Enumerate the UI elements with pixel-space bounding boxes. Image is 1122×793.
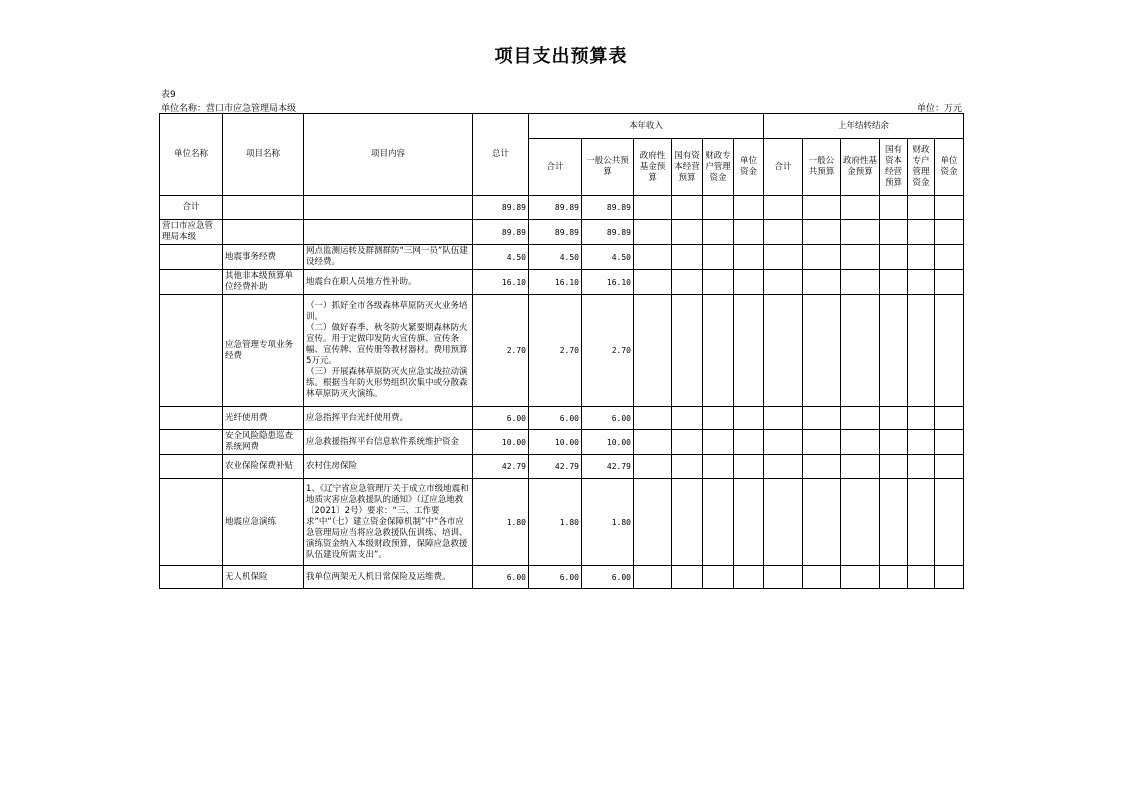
header-carry-special-account: 财政专户管理资金: [908, 139, 935, 196]
cell-total: 4.50: [473, 245, 529, 270]
cell-general: 6.00: [582, 566, 634, 589]
cell-general: 1.80: [582, 479, 634, 566]
header-sub-state-capital: 国有资本经营预算: [672, 139, 703, 196]
cell-total: 89.89: [473, 220, 529, 245]
page-title: 项目支出预算表: [494, 46, 628, 67]
table-row: [160, 295, 964, 407]
cell-general: 89.89: [582, 196, 634, 220]
cell-general: 4.50: [582, 245, 634, 270]
project-content: （一）抓好全市各级森林草原防灭火业务培训。 （二）做好春季、秋冬防火紧要期森林防火宣传。用于定做印发防火宣传旗、宣传条幅、宣传牌、宣传册等教材器材。费用预算5万元。 （三）开展森林草原防灭火应急实战拉动演练。根据当年防火形势组织次集中或分散森林草原防灭火演练。: [304, 295, 473, 407]
unit-label: 单位：万元: [916, 104, 962, 114]
cell-sum: 6.00: [529, 566, 582, 589]
cell-sum: 42.79: [529, 455, 582, 479]
header-carry-unit-fund: 单位资金: [935, 139, 964, 196]
project-name: 地震应急演练: [223, 479, 304, 566]
cell-total: 10.00: [473, 430, 529, 455]
header-carry-fund: 政府性基金预算: [841, 139, 880, 196]
project-content: 我单位两架无人机日常保险及运维费。: [304, 566, 473, 589]
header-current-income: 本年收入: [529, 114, 764, 139]
table-row: [160, 455, 964, 479]
project-name: 安全风险隐患巡查系统网费: [223, 430, 304, 455]
project-content: 农村住房保险: [304, 455, 473, 479]
table-row: [160, 270, 964, 295]
header-carryover: 上年结转结余: [764, 114, 964, 139]
table-row: [160, 245, 964, 270]
project-content: 网点监测运转及群测群防“三网一员”队伍建设经费。: [304, 245, 473, 270]
project-name: 其他非本级预算单位经费补助: [223, 270, 304, 295]
project-name: 应急管理专项业务经费: [223, 295, 304, 407]
header-carry-general: 一般公共预算: [803, 139, 841, 196]
header-row-1: [160, 114, 964, 139]
project-name: 农业保险保费补贴: [223, 455, 304, 479]
header-sub-special-account: 财政专户管理资金: [703, 139, 734, 196]
header-total: 总计: [473, 114, 529, 196]
project-content: 应急救援指挥平台信息软件系统维护资金: [304, 430, 473, 455]
cell-general: 6.00: [582, 407, 634, 430]
table-number: 表9: [161, 90, 176, 100]
cell-general: 2.70: [582, 295, 634, 407]
header-unit-name: 单位名称: [160, 114, 223, 196]
table-row-unit: [160, 220, 964, 245]
header-sub-unit-fund: 单位资金: [734, 139, 764, 196]
cell-general: 89.89: [582, 220, 634, 245]
cell-sum: 89.89: [529, 196, 582, 220]
cell-general: 42.79: [582, 455, 634, 479]
header-sub-sum: 合计: [529, 139, 582, 196]
project-content: 1、《辽宁省应急管理厅关于成立市级地震和地质灾害应急救援队的通知》（辽应急地救〔2021〕2号）要求：“三、工作要求”中“（七）建立资金保障机制”中“各市应急管理局应当将应急救援队伍训练、培训、演练资金纳入本级财政预算，保障应急救援队伍建设所需支出”。: [304, 479, 473, 566]
table-row: [160, 566, 964, 589]
project-name: 光纤使用费: [223, 407, 304, 430]
cell-sum: 89.89: [529, 220, 582, 245]
cell-general: 10.00: [582, 430, 634, 455]
table-row: [160, 430, 964, 455]
header-project-name: 项目名称: [223, 114, 304, 196]
cell-total: 6.00: [473, 566, 529, 589]
row-label: 营口市应急管理局本级: [160, 220, 223, 245]
cell-sum: 10.00: [529, 430, 582, 455]
cell-total: 89.89: [473, 196, 529, 220]
cell-total: 1.80: [473, 479, 529, 566]
cell-total: 6.00: [473, 407, 529, 430]
cell-sum: 16.10: [529, 270, 582, 295]
cell-sum: 1.80: [529, 479, 582, 566]
project-name: 地震事务经费: [223, 245, 304, 270]
project-name: 无人机保险: [223, 566, 304, 589]
cell-total: 2.70: [473, 295, 529, 407]
project-content: 应急指挥平台光纤使用费。: [304, 407, 473, 430]
table-row: [160, 479, 964, 566]
row-label: 合计: [160, 196, 223, 220]
cell-total: 42.79: [473, 455, 529, 479]
header-project-content: 项目内容: [304, 114, 473, 196]
unit-name-label: 单位名称：营口市应急管理局本级: [161, 104, 297, 114]
budget-table: [159, 113, 964, 589]
project-content: 地震台在职人员地方性补助。: [304, 270, 473, 295]
cell-sum: 4.50: [529, 245, 582, 270]
header-carry-sum: 合计: [764, 139, 803, 196]
cell-sum: 6.00: [529, 407, 582, 430]
header-sub-general: 一般公共预算: [582, 139, 634, 196]
table-row-total: [160, 196, 964, 220]
cell-general: 16.10: [582, 270, 634, 295]
header-carry-state-capital: 国有资本经营预算: [880, 139, 908, 196]
cell-total: 16.10: [473, 270, 529, 295]
table-row: [160, 407, 964, 430]
cell-sum: 2.70: [529, 295, 582, 407]
header-sub-fund: 政府性基金预算: [634, 139, 672, 196]
